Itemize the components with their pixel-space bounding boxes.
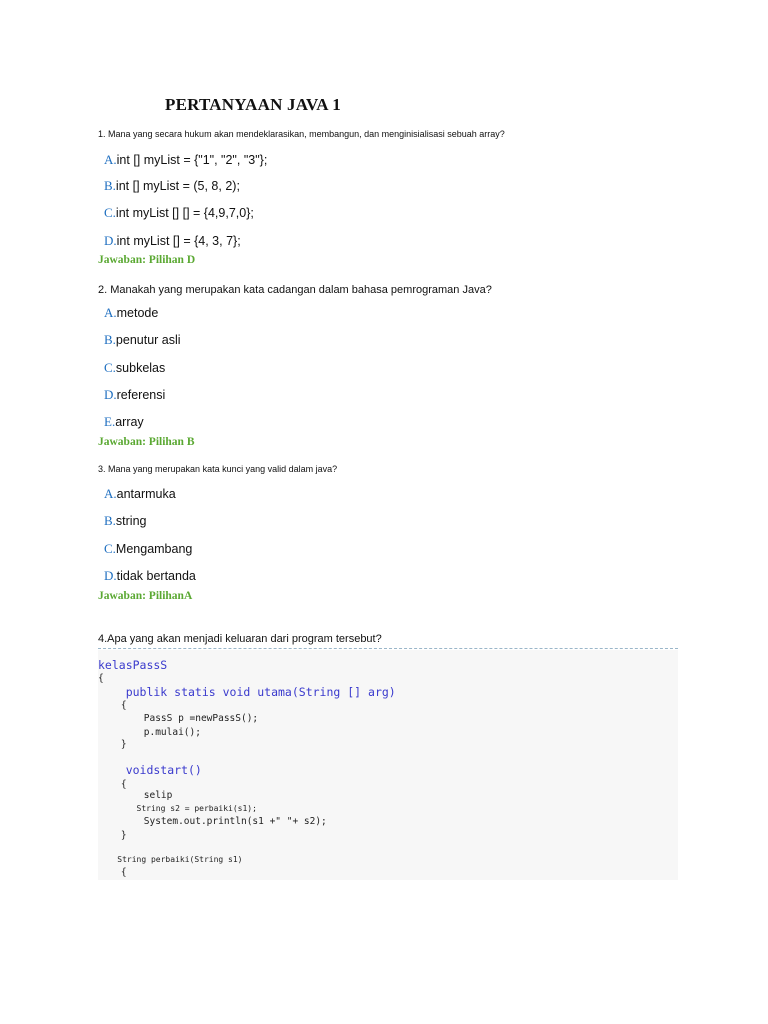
code-line-1: kelasPassS — [98, 658, 168, 672]
option-letter: B. — [104, 332, 116, 347]
option-letter: A. — [104, 305, 117, 320]
page-title: PERTANYAAN JAVA 1 — [165, 95, 341, 114]
option-letter: D. — [104, 233, 117, 248]
code-line-9: { — [98, 779, 127, 790]
code-block — [98, 650, 678, 880]
code-divider — [98, 648, 678, 649]
q2-option-b — [104, 332, 181, 348]
code-line-6: p.mulai(); — [98, 727, 201, 738]
question-1-text: 1. Mana yang secara hukum akan mendeklarasikan, membangun, dan menginisialisasi sebuah array? — [98, 129, 505, 139]
question-3-text: 3. Mana yang merupakan kata kunci yang valid dalam java? — [98, 464, 338, 474]
question-4-text: 4.Apa yang akan menjadi keluaran dari program tersebut? — [98, 633, 382, 645]
q1-answer: Jawaban: Pilihan D — [98, 254, 196, 266]
option-text: int myList [] = {4, 3, 7}; — [116, 234, 241, 248]
option-text: int myList [] [] = {4,9,7,0}; — [115, 206, 254, 220]
q2-option-e — [104, 414, 144, 430]
option-text: antarmuka — [116, 487, 176, 501]
option-text: Mengambang — [115, 542, 193, 556]
option-text: penutur asli — [115, 333, 181, 347]
q1-option-d — [104, 233, 241, 249]
code-line-13: } — [98, 830, 127, 841]
option-letter: C. — [104, 360, 116, 375]
option-letter: E. — [104, 414, 116, 429]
option-text: metode — [116, 306, 159, 320]
option-text: array — [115, 415, 144, 429]
option-text: referensi — [116, 388, 166, 402]
q3-option-c — [104, 541, 192, 557]
q2-answer: Jawaban: Pilihan B — [98, 436, 195, 448]
option-text: int [] myList = {"1", "2", "3"}; — [116, 153, 268, 167]
option-letter: D. — [104, 568, 117, 583]
option-letter: A. — [104, 152, 117, 167]
code-line-15: { — [98, 867, 127, 878]
option-letter: B. — [104, 513, 116, 528]
question-2-text: 2. Manakah yang merupakan kata cadangan dalam bahasa pemrograman Java? — [98, 284, 492, 296]
q2-option-c — [104, 360, 165, 376]
q3-option-a — [104, 486, 176, 502]
code-line-8: voidstart() — [98, 763, 202, 777]
q3-answer: Jawaban: PilihanA — [98, 590, 193, 602]
option-letter: C. — [104, 205, 116, 220]
option-text: string — [115, 514, 147, 528]
option-letter: C. — [104, 541, 116, 556]
q1-option-a — [104, 152, 267, 168]
option-text: tidak bertanda — [116, 569, 196, 583]
q2-option-d — [104, 387, 165, 403]
code-line-10: selip — [98, 790, 173, 801]
code-line-3: publik statis void utama(String [] arg) — [98, 685, 396, 699]
code-line-4: { — [98, 700, 127, 711]
q1-option-c — [104, 205, 254, 221]
option-text: int [] myList = (5, 8, 2); — [115, 179, 240, 193]
code-line-11: String s2 = perbaiki(s1); — [98, 804, 257, 813]
q3-option-b — [104, 513, 147, 529]
option-text: subkelas — [115, 361, 166, 375]
option-letter: D. — [104, 387, 117, 402]
code-line-14: String perbaiki(String s1) — [98, 855, 243, 864]
q2-option-a — [104, 305, 158, 321]
q1-option-b — [104, 178, 240, 194]
code-line-2: { — [98, 673, 104, 684]
option-letter: A. — [104, 486, 117, 501]
code-line-12: System.out.println(s1 +" "+ s2); — [98, 816, 327, 827]
code-line-5: PassS p =newPassS(); — [98, 713, 259, 724]
q3-option-d — [104, 568, 196, 584]
option-letter: B. — [104, 178, 116, 193]
code-line-7: } — [98, 739, 127, 750]
